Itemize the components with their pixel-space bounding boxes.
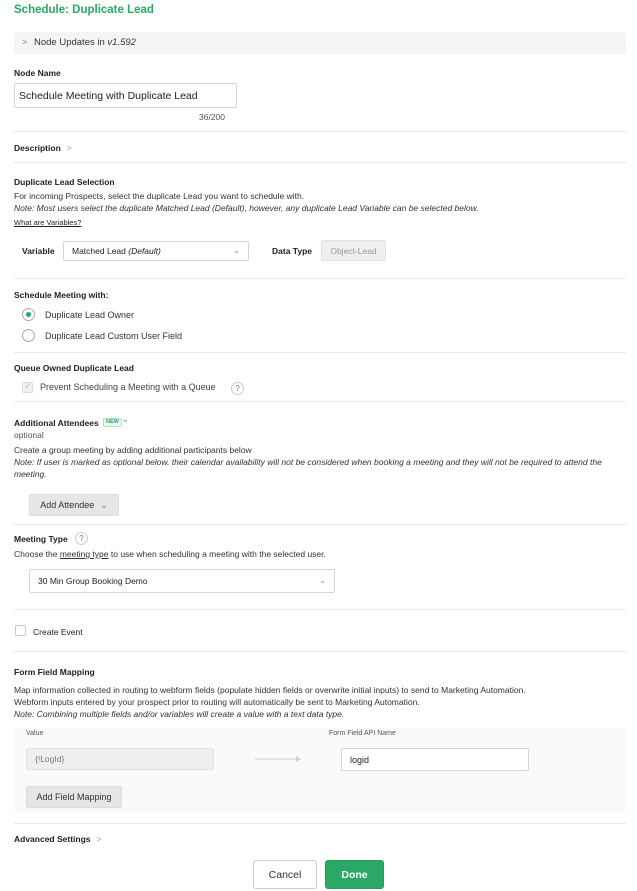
node-updates-toggle[interactable] — [14, 32, 626, 54]
node-name-label: Node Name — [14, 68, 61, 78]
duplicate-lead-note: Note: Most users select the duplicate Matched Lead (Default), however, any duplicate Lead Variable can be selected below. — [14, 203, 479, 213]
page-title: Schedule: Duplicate Lead — [14, 4, 154, 16]
chevron-right-icon: > — [22, 37, 28, 47]
attendees-note: Note: If user is marked as optional below, their calendar availability will not be considered when booking a meeting and they will not be required to attend the meeting. — [14, 457, 602, 479]
variable-select[interactable]: Matched Lead (Default) ⌄ — [63, 241, 249, 261]
node-updates-label: Node Updates in v1.592 — [34, 37, 136, 48]
arrow-right-icon — [254, 754, 302, 764]
what-are-variables-link[interactable]: What are Variables? — [14, 218, 82, 227]
form-mapping-heading: Form Field Mapping — [14, 667, 95, 677]
add-attendee-button[interactable]: Add Attendee ⌄ — [29, 494, 119, 516]
radio-label-owner: Duplicate Lead Owner — [45, 310, 135, 320]
value-column-header: Value — [26, 730, 44, 737]
meeting-type-desc: Choose the meeting type to use when scheduling a meeting with the selected user. — [14, 549, 326, 559]
meeting-type-heading: Meeting Type — [14, 534, 68, 544]
data-type-field: Object-Lead — [321, 240, 386, 261]
chevron-right-icon: > — [66, 143, 72, 153]
divider — [14, 823, 626, 824]
divider — [14, 162, 626, 163]
new-badge: NEW — [103, 418, 122, 427]
help-icon[interactable]: ? — [75, 532, 88, 545]
divider — [14, 524, 626, 525]
attendees-desc: Create a group meeting by adding additional participants below — [14, 445, 252, 455]
cancel-button[interactable]: Cancel — [253, 860, 317, 889]
queue-owned-heading: Queue Owned Duplicate Lead — [14, 363, 134, 373]
advanced-settings-toggle[interactable]: Advanced Settings > — [14, 834, 102, 844]
chevron-down-icon[interactable]: ⌄ — [121, 414, 130, 425]
form-mapping-desc1: Map information collected in routing to webform fields (populate hidden fields or overwrite initial inputs) to send to Marketing Automation. — [14, 685, 526, 695]
api-column-header: Form Field API Name — [329, 730, 396, 737]
node-name-input[interactable]: Schedule Meeting with Duplicate Lead — [14, 83, 237, 108]
radio-label-custom: Duplicate Lead Custom User Field — [45, 331, 183, 341]
done-button[interactable]: Done — [325, 860, 384, 889]
mapping-api-input[interactable]: logid — [341, 748, 529, 771]
description-toggle[interactable]: Description > — [14, 143, 72, 153]
chevron-down-icon: ⌄ — [233, 246, 240, 255]
chevron-right-icon: > — [96, 834, 102, 844]
create-event-label: Create Event — [33, 627, 83, 637]
data-type-label: Data Type — [272, 246, 312, 256]
divider — [14, 651, 626, 652]
duplicate-lead-heading: Duplicate Lead Selection — [14, 177, 115, 187]
divider — [14, 278, 626, 279]
divider — [14, 131, 626, 132]
add-field-mapping-button[interactable]: Add Field Mapping — [26, 786, 122, 808]
divider — [14, 609, 626, 610]
char-count: 36/200 — [199, 112, 225, 122]
prevent-queue-checkbox — [22, 382, 33, 393]
meeting-type-link[interactable]: meeting type — [59, 549, 109, 559]
divider — [14, 352, 626, 353]
divider — [14, 401, 626, 402]
form-mapping-note: Note: Combining multiple fields and/or variables will create a value with a text data type. — [14, 709, 345, 719]
chevron-down-icon: ⌄ — [100, 499, 108, 510]
meeting-type-select[interactable]: 30 Min Group Booking Demo ⌄ — [29, 569, 335, 593]
help-icon[interactable]: ? — [231, 382, 244, 395]
variable-label: Variable — [22, 246, 55, 256]
prevent-queue-label: Prevent Scheduling a Meeting with a Queue — [40, 382, 216, 392]
attendees-optional: optional — [14, 430, 44, 440]
chevron-down-icon: ⌄ — [319, 576, 326, 585]
schedule-with-heading: Schedule Meeting with: — [14, 290, 109, 300]
create-event-checkbox[interactable] — [15, 625, 26, 636]
form-mapping-desc2: Webform inputs entered by your prospect prior to routing will automatically be sent to Marketing Automation. — [14, 697, 420, 707]
radio-duplicate-lead-owner[interactable] — [22, 308, 35, 321]
radio-custom-user-field[interactable] — [22, 329, 35, 342]
mapping-value-field: {!LogId} — [26, 748, 214, 770]
duplicate-lead-desc: For incoming Prospects, select the duplicate Lead you want to schedule with. — [14, 191, 305, 201]
attendees-heading: Additional Attendees — [14, 418, 99, 428]
